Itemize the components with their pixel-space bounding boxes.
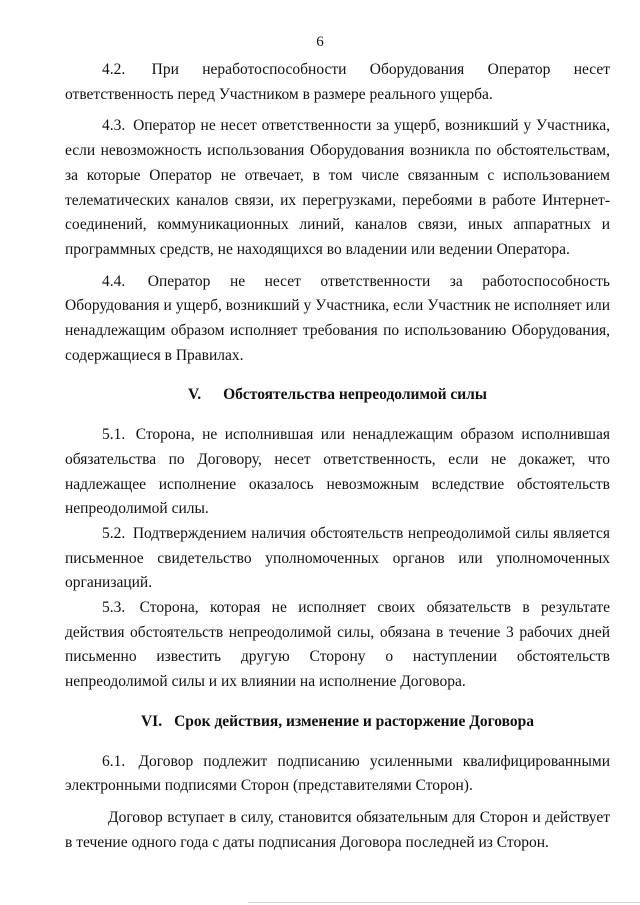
page-number: 6: [316, 34, 324, 50]
paragraph-4-2: [65, 58, 610, 107]
paragraph-5-3: [65, 596, 610, 695]
paragraph-6-1-continued: [65, 806, 610, 855]
clause-text: При неработоспособности Оборудования Оператор несет ответственность перед Участником в размере реального ущерба.: [65, 61, 610, 103]
section-heading-5: [65, 383, 610, 408]
section-number: V.: [188, 386, 202, 404]
clause-text: Договор вступает в силу, становится обязательным для Сторон и действует в течение одного года с даты подписания Договора последней из Сторон.: [65, 808, 610, 851]
clause-text: Сторона, которая не исполняет своих обязательств в результате действия обстоятельств непреодолимой силы, обязана в течение 3 рабочих дней письменно известить другую Сторону о наступлении обстоятельств непреодолимой силы и их влиянии на исполнение Договора.: [65, 599, 611, 691]
paragraph-4-3: [65, 114, 610, 262]
clause-number: 4.4.: [102, 272, 126, 290]
paragraph-4-4: [65, 270, 610, 369]
clause-number: 4.3.: [102, 117, 126, 135]
document-body: [65, 58, 610, 862]
section-title: Обстоятельства непреодолимой силы: [223, 386, 487, 404]
scan-edge-line: [248, 902, 640, 903]
clause-text: Оператор не несет ответственности за ущерб, возникший у Участника, если невозможность использования Оборудования возникла по обстоятельствам, за которые Оператор не отвечает, в том числе связанным с использованием телематических каналов связи, их перегрузками, перебоями в работе Интернет-соединений, коммуникационных линий, каналов связи, иных аппаратных и программных средств, не находящихся во владении или ведении Оператора.: [65, 117, 610, 258]
clause-number: 6.1.: [102, 752, 126, 770]
clause-text: Оператор не несет ответственности за работоспособность Оборудования и ущерб, возникший у Участника, если Участник не исполняет или ненадлежащим образом исполняет требования по использованию Оборудования, содержащиеся в Правилах.: [65, 272, 611, 364]
paragraph-6-1: [65, 750, 610, 799]
clause-number: 5.3.: [102, 599, 126, 617]
paragraph-5-1: [65, 423, 610, 522]
paragraph-5-2: [65, 522, 610, 596]
section-number: VI.: [140, 712, 163, 730]
clause-text: Подтверждением наличия обстоятельств непреодолимой силы является письменное свидетельство уполномоченных органов или уполномоченных организаций.: [65, 524, 610, 592]
section-title: Срок действия, изменение и расторжение Договора: [174, 712, 535, 730]
clause-number: 5.2.: [102, 524, 126, 542]
clause-text: Сторона, не исполнившая или ненадлежащим образом исполнившая обязательства по Договору, несет ответственность, если не докажет, что надлежащее исполнение оказалось невозможным вследствие обстоятельств непреодолимой силы.: [65, 426, 611, 518]
clause-number: 5.1.: [102, 426, 126, 444]
clause-text: Договор подлежит подписанию усиленными квалифицированными электронными подписями Сторон (представителями Сторон).: [65, 752, 610, 795]
clause-number: 4.2.: [102, 61, 126, 78]
section-heading-6: [65, 710, 610, 735]
